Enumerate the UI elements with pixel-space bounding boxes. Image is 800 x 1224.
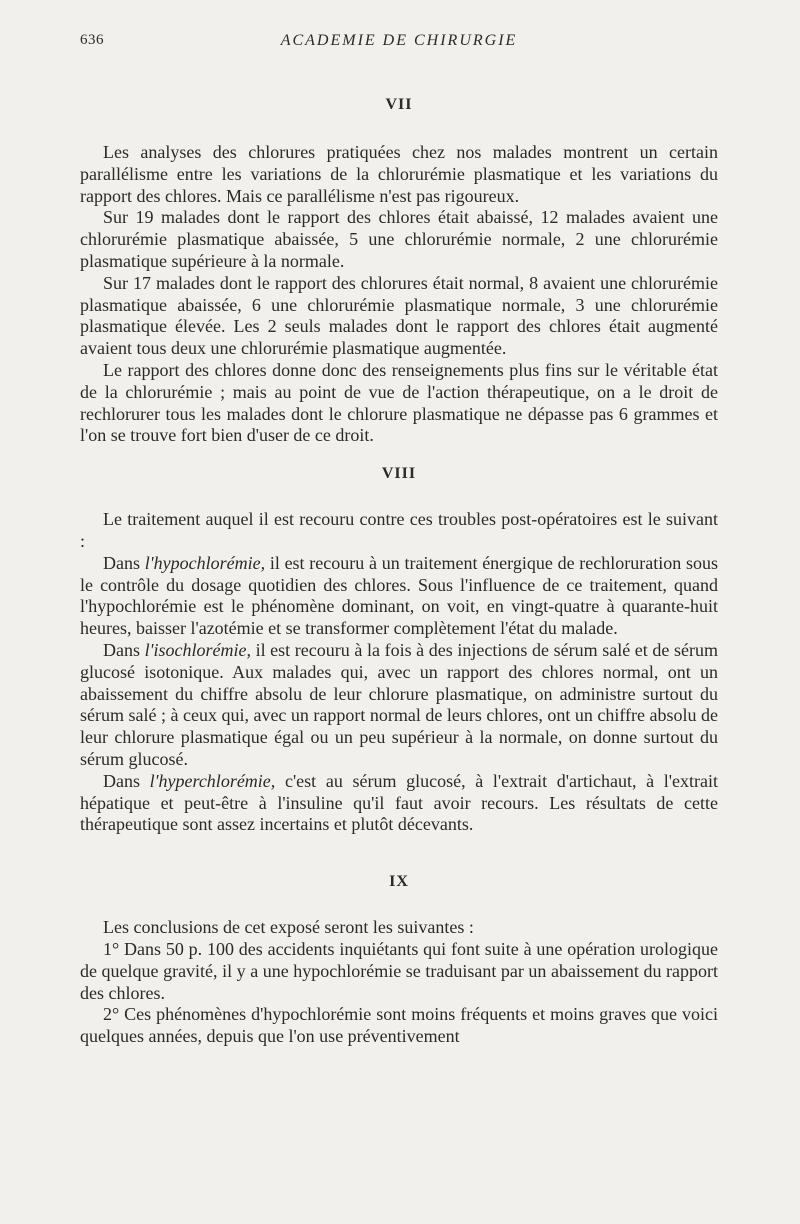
paragraph: Sur 19 malades dont le rapport des chlores était abaissé, 12 malades avaient une chlorurémie plasmatique abaissée, 5 une chlorurémie normale, 2 une chlorurémie plasmatique supérieure à la normale.	[80, 207, 718, 271]
paragraph: 2° Ces phénomènes d'hypochlorémie sont moins fréquents et moins graves que voici quelques années, depuis que l'on use préventivement	[80, 1004, 718, 1047]
paragraph: Les analyses des chlorures pratiquées chez nos malades montrent un certain parallélisme entre les variations de la chlorurémie plasmatique et les variations du rapport des chlores. Mais ce parallélisme n'est pas rigoureux.	[80, 142, 718, 206]
paragraph: Le traitement auquel il est recouru contre ces troubles post-opératoires est le suivant :	[80, 509, 718, 551]
paragraph	[80, 640, 718, 771]
section-heading-vii: VII	[385, 96, 413, 113]
paragraph: Les conclusions de cet exposé seront les suivantes :	[103, 917, 474, 938]
section-heading-viii: VIII	[381, 465, 417, 483]
text-run: Dans	[103, 552, 145, 573]
italic-term: l'hyperchlorémie,	[149, 770, 276, 791]
journal-title: ACADEMIE DE CHIRURGIE	[280, 32, 518, 49]
text-run: il est recouru à un traitement énergique de rechloruration sous le contrôle du dosage quotidien des chlores. Sous l'influence de ce traitement, quand l'hypochlorémie est le phénomène dominant, on voit, en vingt-quatre à quarante-huit heures, baisser l'azotémie et se transformer complètement l'état du malade.	[80, 552, 719, 639]
text-run: Dans	[103, 639, 145, 660]
paragraph: Sur 17 malades dont le rapport des chlorures était normal, 8 avaient une chlorurémie plasmatique abaissée, 6 une chlorurémie plasmatique normale, 3 une chlorurémie plasmatique élevée. Les 2 seuls malades dont le rapport des chlores était augmenté avaient tous deux une chlorurémie plasmatique augmentée.	[80, 272, 718, 359]
italic-term: l'hypochlorémie,	[144, 552, 266, 573]
paragraph	[80, 771, 718, 836]
paragraph	[80, 553, 718, 640]
page-number: 636	[80, 32, 104, 48]
text-run: Dans	[103, 770, 150, 791]
text-run: il est recouru à la fois à des injections de sérum salé et de sérum glucosé isotonique. Aux malades qui, avec un rapport des chlores normal, ont un abaissement du chiffre absolu de leur chlorure plasmatique, on administre surtout du sérum salé ; à ceux qui, avec un rapport normal de leurs chlores, ont un chiffre absolu de leur chlorure plasmatique égal ou un peu supérieur à la normale, on donne surtout du sérum glucosé.	[80, 639, 718, 769]
paragraph: 1° Dans 50 p. 100 des accidents inquiétants qui font suite à une opération urologique de quelque gravité, il y a une hypochlorémie se traduisant par un abaissement du rapport des chlores.	[80, 938, 718, 1003]
body-text	[80, 92, 718, 1048]
text-run: c'est au sérum glucosé, à l'extrait d'artichaut, à l'extrait hépatique et peut-être à l'insuline qu'il faut avoir recours. Les résultats de cette thérapeutique sont assez incertains et plutôt décevants.	[80, 770, 718, 835]
italic-term: l'isochlorémie,	[144, 639, 251, 660]
section-heading-ix: IX	[389, 873, 409, 891]
running-header	[80, 32, 718, 54]
paragraph: Le rapport des chlores donne donc des renseignements plus fins sur le véritable état de la chlorurémie ; mais au point de vue de l'action thérapeutique, on a le droit de rechlorurer tous les malades dont le chlorure plasmatique ne dépasse pas 6 grammes et l'on se trouve fort bien d'user de ce droit.	[80, 359, 718, 446]
